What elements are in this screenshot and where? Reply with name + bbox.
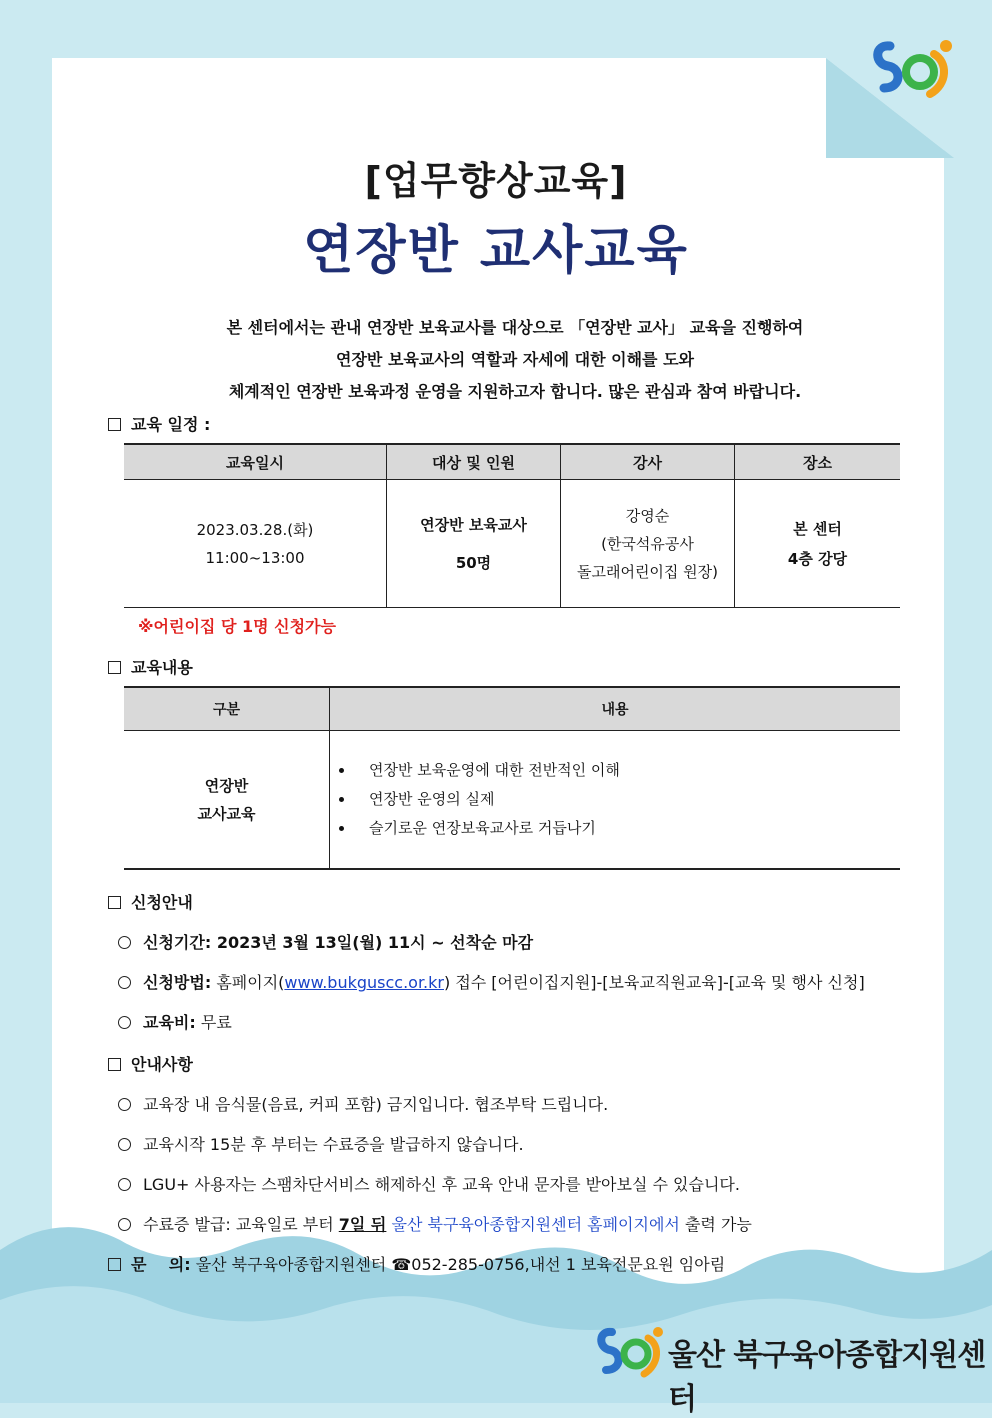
schedule-header-place: 장소 [735,444,901,480]
apply-fee: 교육비: 무료 [118,1010,232,1033]
checkbox-square-icon [108,896,121,909]
notice-item: 수료증 발급: 교육일로 부터 7일 뒤 울산 북구육아종합지원센터 홈페이지에서 출력 가능 [118,1212,752,1235]
notice-item: 교육시작 15분 후 부터는 수료증을 발급하지 않습니다. [118,1132,524,1155]
schedule-target-cell: 연장반 보육교사 50명 [387,480,561,608]
circle-bullet-icon [118,1016,131,1029]
schedule-header-lecturer: 강사 [561,444,735,480]
checkbox-square-icon [108,1258,121,1271]
checkbox-square-icon [108,661,121,674]
content-header-category: 구분 [124,687,330,731]
circle-bullet-icon [118,936,131,949]
apply-heading: 신청안내 [108,890,193,913]
intro-line-2: 연장반 보육교사의 역할과 자세에 대한 이해를 도와 [336,350,694,369]
notice-item: 교육장 내 음식물(음료, 커피 포함) 금지입니다. 협조부탁 드립니다. [118,1092,608,1115]
application-limit-note: ※어린이집 당 1명 신청가능 [138,617,336,636]
center-brand-name: 울산 북구육아종합지원센터 [668,1338,986,1417]
title-category: [업무향상교육] [364,159,628,203]
content-header-detail: 내용 [330,687,901,731]
center-logo-icon [868,34,956,104]
page-title: 연장반 교사교육 [303,221,689,281]
content-item: • 연장반 보육운영에 대한 전반적인 이해 [355,756,899,785]
circle-bullet-icon [118,1178,131,1191]
content-table [124,686,900,870]
content-item: • 슬기로운 연장보육교사로 거듭나기 [355,814,899,843]
schedule-heading: 교육 일정 : [108,412,210,435]
intro-line-3: 체계적인 연장반 보육과정 운영을 지원하고자 합니다. 많은 관심과 참여 바랍니다. [228,382,802,401]
apply-method: 신청방법: 홈페이지(www.bukguscc.or.kr) 접수 [어린이집지원]-[보육교직원교육]-[교육 및 행사 신청] [118,970,865,993]
schedule-header-date: 교육일시 [124,444,387,480]
schedule-header-target: 대상 및 인원 [387,444,561,480]
homepage-link[interactable]: www.bukguscc.or.kr [284,973,444,992]
checkbox-square-icon [108,418,121,431]
contact-line: 문 의: 울산 북구육아종합지원센터 ☎052-285-0756,내선 1 보육전문요원 임아림 [108,1252,725,1275]
intro-line-1: 본 센터에서는 관내 연장반 보육교사를 대상으로 「연장반 교사」 교육을 진행하여 [226,318,804,337]
schedule-place-cell: 본 센터 4층 강당 [735,480,901,608]
checkbox-square-icon [108,1058,121,1071]
notice-heading: 안내사항 [108,1052,193,1075]
content-detail-cell [330,731,901,870]
content-heading: 교육내용 [108,655,193,678]
schedule-lecturer-cell: 강영순 (한국석유공사 돌고래어린이집 원장) [561,480,735,608]
intro-text [100,312,930,408]
circle-bullet-icon [118,1098,131,1111]
circle-bullet-icon [118,1138,131,1151]
content-category-cell: 연장반 교사교육 [124,731,330,870]
schedule-table [124,443,900,608]
circle-bullet-icon [118,976,131,989]
apply-period: 신청기간: 2023년 3월 13일(월) 11시 ~ 선착순 마감 [118,930,533,953]
content-item: • 연장반 운영의 실제 [355,785,899,814]
circle-bullet-icon [118,1218,131,1231]
schedule-date-cell: 2023.03.28.(화) 11:00~13:00 [124,480,387,608]
notice-item: LGU+ 사용자는 스팸차단서비스 해제하신 후 교육 안내 문자를 받아보실 수 있습니다. [118,1172,740,1195]
